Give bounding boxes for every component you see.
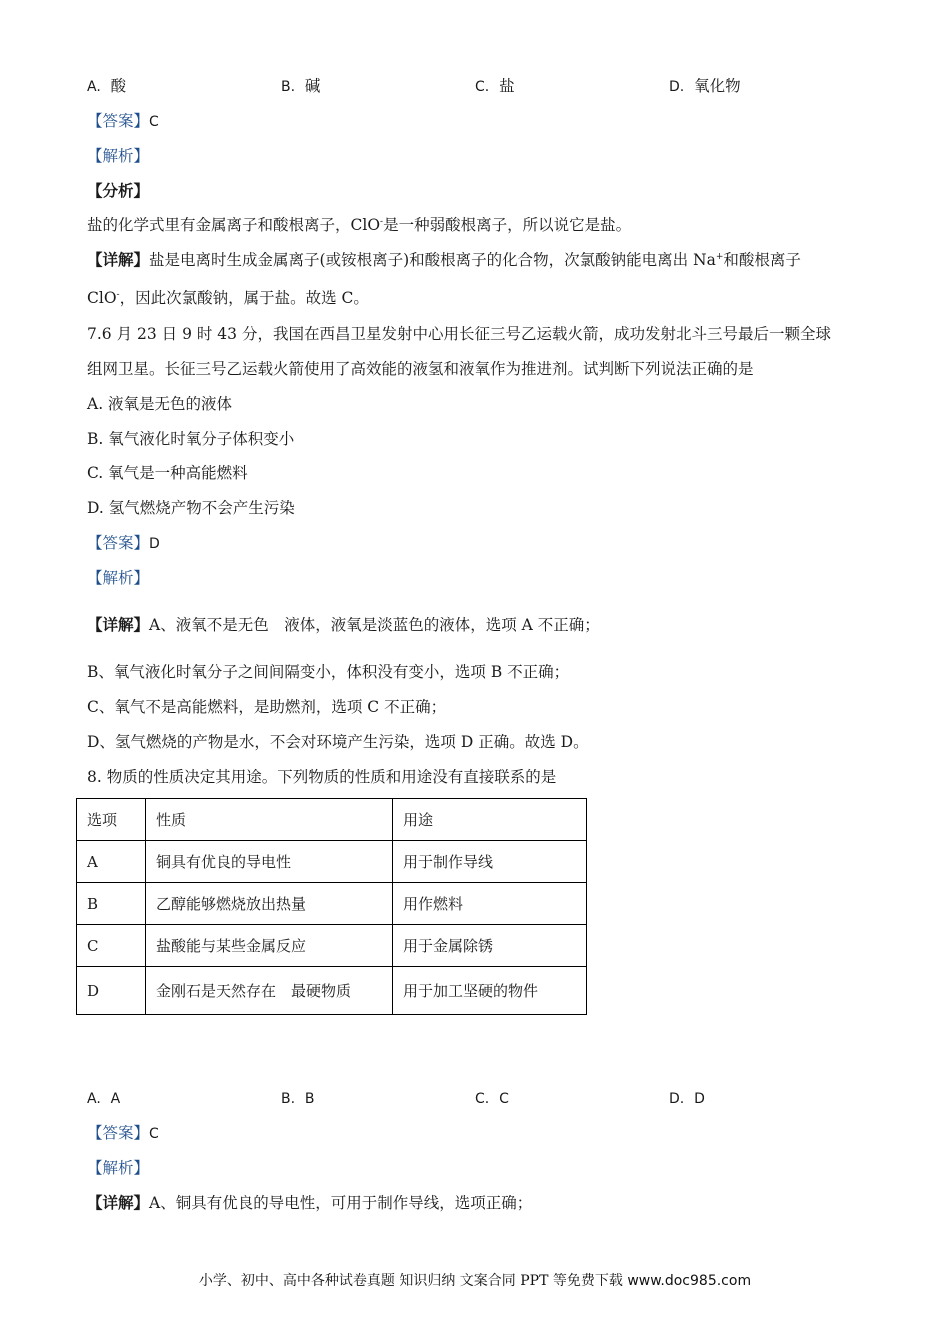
- q7-option-d: D. 氢气燃烧产物不会产生污染: [87, 499, 295, 517]
- q8-detail-line-1: 【详解】A、铜具有优良的导电性，可用于制作导线，选项正确；: [87, 1193, 533, 1212]
- table-row: [77, 967, 587, 1015]
- q7-option-b: B. 氧气液化时氧分子体积变小: [87, 430, 295, 448]
- q8-option-c: C. C: [475, 1091, 509, 1107]
- q6-option-a: A. 酸: [87, 77, 127, 95]
- table-cell: B: [77, 883, 146, 925]
- q7-option-a: A. 液氧是无色的液体: [87, 395, 233, 413]
- table-row: [77, 841, 587, 883]
- q7-answer: 【答案】D: [87, 534, 160, 552]
- q8-table: [76, 798, 587, 1015]
- q8-option-d: D. D: [669, 1091, 705, 1107]
- q6-option-c: C. 盐: [475, 77, 515, 95]
- footer-url[interactable]: www.doc985.com: [627, 1273, 752, 1289]
- table-cell: 乙醇能够燃烧放出热量: [146, 883, 393, 925]
- q8-answer: 【答案】C: [87, 1124, 159, 1142]
- q6-analysis-label: 【解析】: [87, 147, 150, 165]
- q6-option-b: B. 碱: [281, 77, 321, 95]
- q8-stem: 8. 物质的性质决定其用途。下列物质的性质和用途没有直接联系的是: [87, 768, 557, 786]
- q6-detail-line-2: ClO-，因此次氯酸钠，属于盐。故选 C。: [87, 289, 369, 307]
- q7-analysis-label: 【解析】: [87, 569, 150, 587]
- table-header-cell: 选项: [77, 799, 146, 841]
- q7-detail-line-2: B、氧气液化时氧分子之间间隔变小，体积没有变小，选项 B 不正确；: [87, 663, 570, 681]
- q6-fenxi-text: 盐的化学式里有金属离子和酸根离子，ClO-是一种弱酸根离子，所以说它是盐。: [87, 216, 632, 234]
- table-cell: 用作燃料: [393, 883, 587, 925]
- table-cell: 盐酸能与某些金属反应: [146, 925, 393, 967]
- table-cell: 用于制作导线: [393, 841, 587, 883]
- footer-text: 小学、初中、高中各种试卷真题 知识归纳 文案合同 PPT 等免费下载: [198, 1273, 628, 1289]
- table-row: [77, 925, 587, 967]
- table-header-row: [77, 799, 587, 841]
- q7-stem-line-2: 组网卫星。长征三号乙运载火箭使用了高效能的液氢和液氧作为推进剂。试判断下列说法正确的是: [87, 360, 754, 378]
- q7-detail-line-1: 【详解】A、液氧不是无色 液体，液氧是淡蓝色的液体，选项 A 不正确；: [87, 615, 600, 634]
- table-cell: 用于加工坚硬的物件: [393, 967, 587, 1015]
- page-footer: [0, 1270, 950, 1290]
- q7-detail-line-4: D、氢气燃烧的产物是水，不会对环境产生污染，选项 D 正确。故选 D。: [87, 733, 589, 751]
- q7-detail-line-3: C、氧气不是高能燃料，是助燃剂，选项 C 不正确；: [87, 698, 447, 716]
- table-header-cell: 性质: [146, 799, 393, 841]
- q7-option-c: C. 氧气是一种高能燃料: [87, 464, 248, 482]
- table-cell: 铜具有优良的导电性: [146, 841, 393, 883]
- q6-fenxi-label: 【分析】: [87, 181, 150, 200]
- table-cell: D: [77, 967, 146, 1015]
- q6-answer: 【答案】C: [87, 112, 159, 130]
- table-cell: C: [77, 925, 146, 967]
- q8-option-a: A. A: [87, 1091, 121, 1107]
- table-cell: 用于金属除锈: [393, 925, 587, 967]
- table-cell: A: [77, 841, 146, 883]
- table-row: [77, 883, 587, 925]
- q7-stem-line-1: 7.6 月 23 日 9 时 43 分，我国在西昌卫星发射中心用长征三号乙运载火箭，成功发射北斗三号最后一颗全球: [87, 325, 831, 343]
- q6-detail-line-1: 【详解】盐是电离时生成金属离子(或铵根离子)和酸根离子的化合物，次氯酸钠能电离出 Na+和酸根离子: [87, 250, 801, 269]
- q8-analysis-label: 【解析】: [87, 1159, 150, 1177]
- table-header-cell: 用途: [393, 799, 587, 841]
- table-cell: 金刚石是天然存在 最硬物质: [146, 967, 393, 1015]
- q8-option-b: B. B: [281, 1091, 315, 1107]
- q6-option-d: D. 氧化物: [669, 77, 741, 95]
